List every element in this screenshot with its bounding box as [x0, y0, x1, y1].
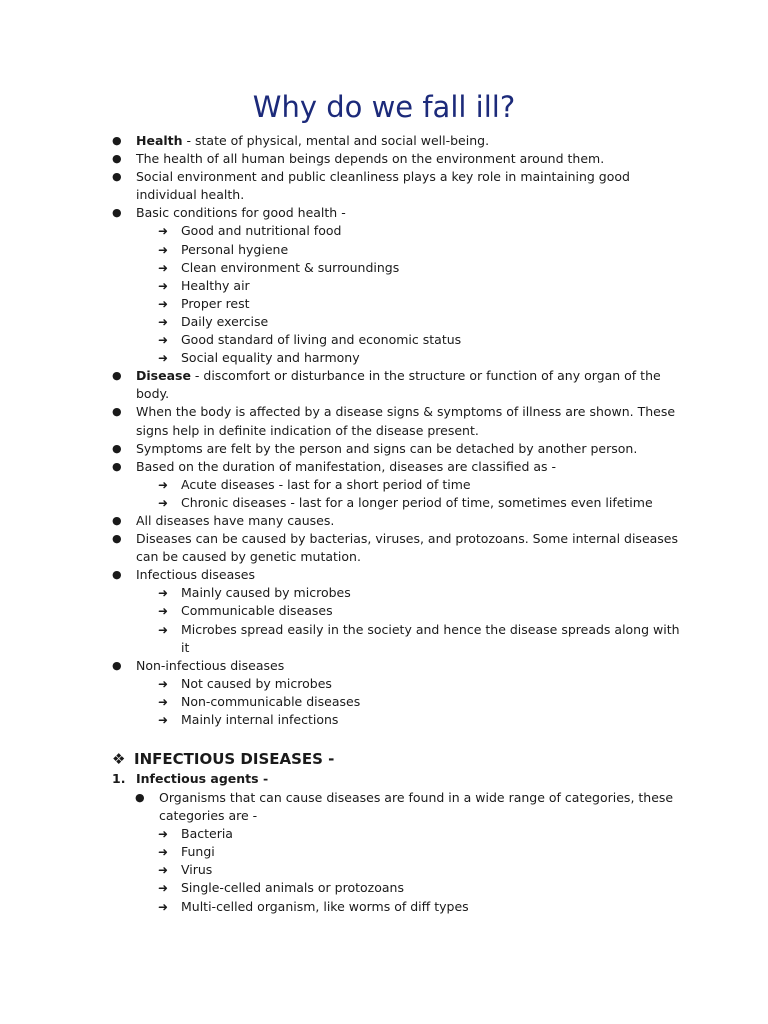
sub-list-item — [0, 861, 768, 879]
arrow-icon: ➜ — [158, 260, 169, 275]
list-item — [0, 132, 768, 150]
sub-list-item — [0, 675, 768, 693]
bullet-icon: ● — [112, 459, 122, 473]
item-text: Not caused by microbes — [181, 675, 332, 691]
arrow-icon: ➜ — [158, 224, 169, 239]
item-text: Personal hygiene — [181, 241, 289, 257]
arrow-icon: ➜ — [158, 604, 169, 619]
bullet-icon: ● — [112, 405, 122, 419]
list-item — [0, 168, 768, 204]
item-text: Communicable diseases — [181, 603, 333, 619]
item-text: Fungi — [181, 844, 215, 860]
sub-list-item — [0, 584, 768, 602]
sub-list-item — [0, 349, 768, 367]
section-heading — [112, 750, 334, 768]
item-text: Virus — [181, 862, 213, 878]
arrow-icon: ➜ — [158, 314, 169, 329]
term-label: Health — [136, 133, 183, 148]
sub-list-item — [0, 295, 768, 313]
sub-list-item — [0, 879, 768, 897]
bullet-icon: ● — [112, 658, 122, 672]
item-text: The health of all human beings depends on the environment around them. — [136, 151, 605, 167]
list-item — [0, 657, 768, 675]
item-text: When the body is affected by a disease signs & symptoms of illness are shown. These signs help in definite indication of the disease present. — [136, 404, 676, 438]
sub-list-item — [0, 331, 768, 349]
list-item — [0, 458, 768, 476]
item-text: Mainly caused by microbes — [181, 585, 351, 601]
item-text: Social equality and harmony — [181, 350, 360, 366]
bullet-icon: ● — [112, 513, 122, 527]
sub-list-item — [0, 602, 768, 620]
item-text: Symptoms are felt by the person and signs can be detached by another person. — [136, 440, 638, 456]
arrow-icon: ➜ — [158, 351, 169, 366]
arrow-icon: ➜ — [158, 899, 169, 914]
list-item — [0, 440, 768, 458]
arrow-icon: ➜ — [158, 622, 169, 637]
sub-list-item — [0, 476, 768, 494]
bullet-icon: ● — [112, 568, 122, 582]
list-item — [0, 512, 768, 530]
arrow-icon: ➜ — [158, 333, 169, 348]
item-text: Good standard of living and economic status — [181, 332, 462, 348]
item-text: Daily exercise — [181, 313, 269, 329]
bullet-icon: ● — [112, 532, 122, 546]
item-text: Non-communicable diseases — [181, 693, 361, 709]
arrow-icon: ➜ — [158, 713, 169, 727]
item-text: Bacteria — [181, 826, 233, 842]
arrow-icon: ➜ — [158, 495, 169, 510]
item-text: - state of physical, mental and social well-being. — [182, 133, 490, 148]
section-bullet-list — [0, 789, 768, 916]
item-text: Clean environment & surroundings — [181, 259, 400, 275]
sub-list-item — [0, 843, 768, 861]
bullet-icon: ● — [112, 369, 122, 383]
arrow-icon: ➜ — [158, 881, 169, 896]
arrow-icon: ➜ — [158, 863, 169, 878]
item-text: Non-infectious diseases — [136, 657, 285, 673]
list-item — [0, 566, 768, 584]
item-text: Social environment and public cleanliness plays a key role in maintaining good individual health. — [136, 169, 630, 203]
sub-list-item — [0, 825, 768, 843]
arrow-icon: ➜ — [158, 694, 169, 709]
bullet-icon: ● — [135, 791, 145, 804]
bullet-icon: ● — [112, 441, 122, 455]
item-text: Proper rest — [181, 295, 250, 311]
sub-list-item — [0, 277, 768, 295]
arrow-icon: ➜ — [158, 676, 169, 691]
item-text: Microbes spread easily in the society and hence the disease spreads along with it — [181, 621, 680, 655]
list-item — [0, 150, 768, 168]
numbered-subheading — [112, 771, 268, 786]
arrow-icon: ➜ — [158, 827, 169, 842]
sub-list-item — [0, 693, 768, 711]
arrow-icon: ➜ — [158, 845, 169, 860]
arrow-icon: ➜ — [158, 477, 169, 492]
list-item — [0, 403, 768, 439]
sub-list-item — [0, 241, 768, 259]
item-text: Based on the duration of manifestation, diseases are classified as - — [136, 458, 557, 474]
bullet-icon: ● — [112, 134, 122, 147]
item-text: Chronic diseases - last for a longer period of time, sometimes even lifetime — [181, 494, 653, 510]
sub-list-item — [0, 259, 768, 277]
main-bullet-list — [0, 132, 768, 729]
subheading-number: 1. — [112, 771, 126, 786]
item-text: Multi-celled organism, like worms of diff types — [181, 898, 469, 914]
term-label: Disease — [136, 368, 191, 384]
subheading-text: Infectious agents - — [136, 771, 269, 786]
section-heading-text: INFECTIOUS DISEASES - — [134, 750, 335, 768]
list-item — [0, 530, 768, 566]
sub-list-item — [0, 313, 768, 331]
arrow-icon: ➜ — [158, 586, 169, 601]
item-text: Acute diseases - last for a short period of time — [181, 476, 471, 492]
item-text: Good and nutritional food — [181, 223, 342, 239]
list-item — [0, 204, 768, 222]
item-text: Infectious diseases — [136, 567, 255, 583]
list-item — [0, 789, 768, 825]
sub-list-item — [0, 494, 768, 512]
arrow-icon: ➜ — [158, 242, 169, 257]
arrow-icon: ➜ — [158, 278, 169, 293]
item-text: - discomfort or disturbance in the structure or function of any organ of the body. — [136, 368, 661, 402]
bullet-icon: ● — [112, 152, 122, 166]
sub-list-item — [0, 222, 768, 240]
bullet-icon: ● — [112, 206, 122, 220]
diamond-bullet-icon: ❖ — [112, 750, 126, 768]
sub-list-item — [0, 711, 768, 729]
arrow-icon: ➜ — [158, 296, 169, 311]
list-item — [0, 367, 768, 403]
item-text: Single-celled animals or protozoans — [181, 880, 404, 896]
item-text: Organisms that can cause diseases are found in a wide range of categories, these categories are - — [159, 790, 674, 824]
item-text: All diseases have many causes. — [136, 512, 335, 528]
item-text: Diseases can be caused by bacterias, viruses, and protozoans. Some internal diseases can be caused by genetic mutation. — [136, 531, 679, 565]
item-text: Mainly internal infections — [181, 712, 339, 727]
item-text: Basic conditions for good health - — [136, 205, 346, 221]
item-text: Healthy air — [181, 277, 250, 293]
sub-list-item — [0, 621, 768, 657]
page-title: Why do we fall ill? — [252, 90, 516, 124]
bullet-icon: ● — [112, 170, 122, 184]
sub-list-item — [0, 898, 768, 916]
